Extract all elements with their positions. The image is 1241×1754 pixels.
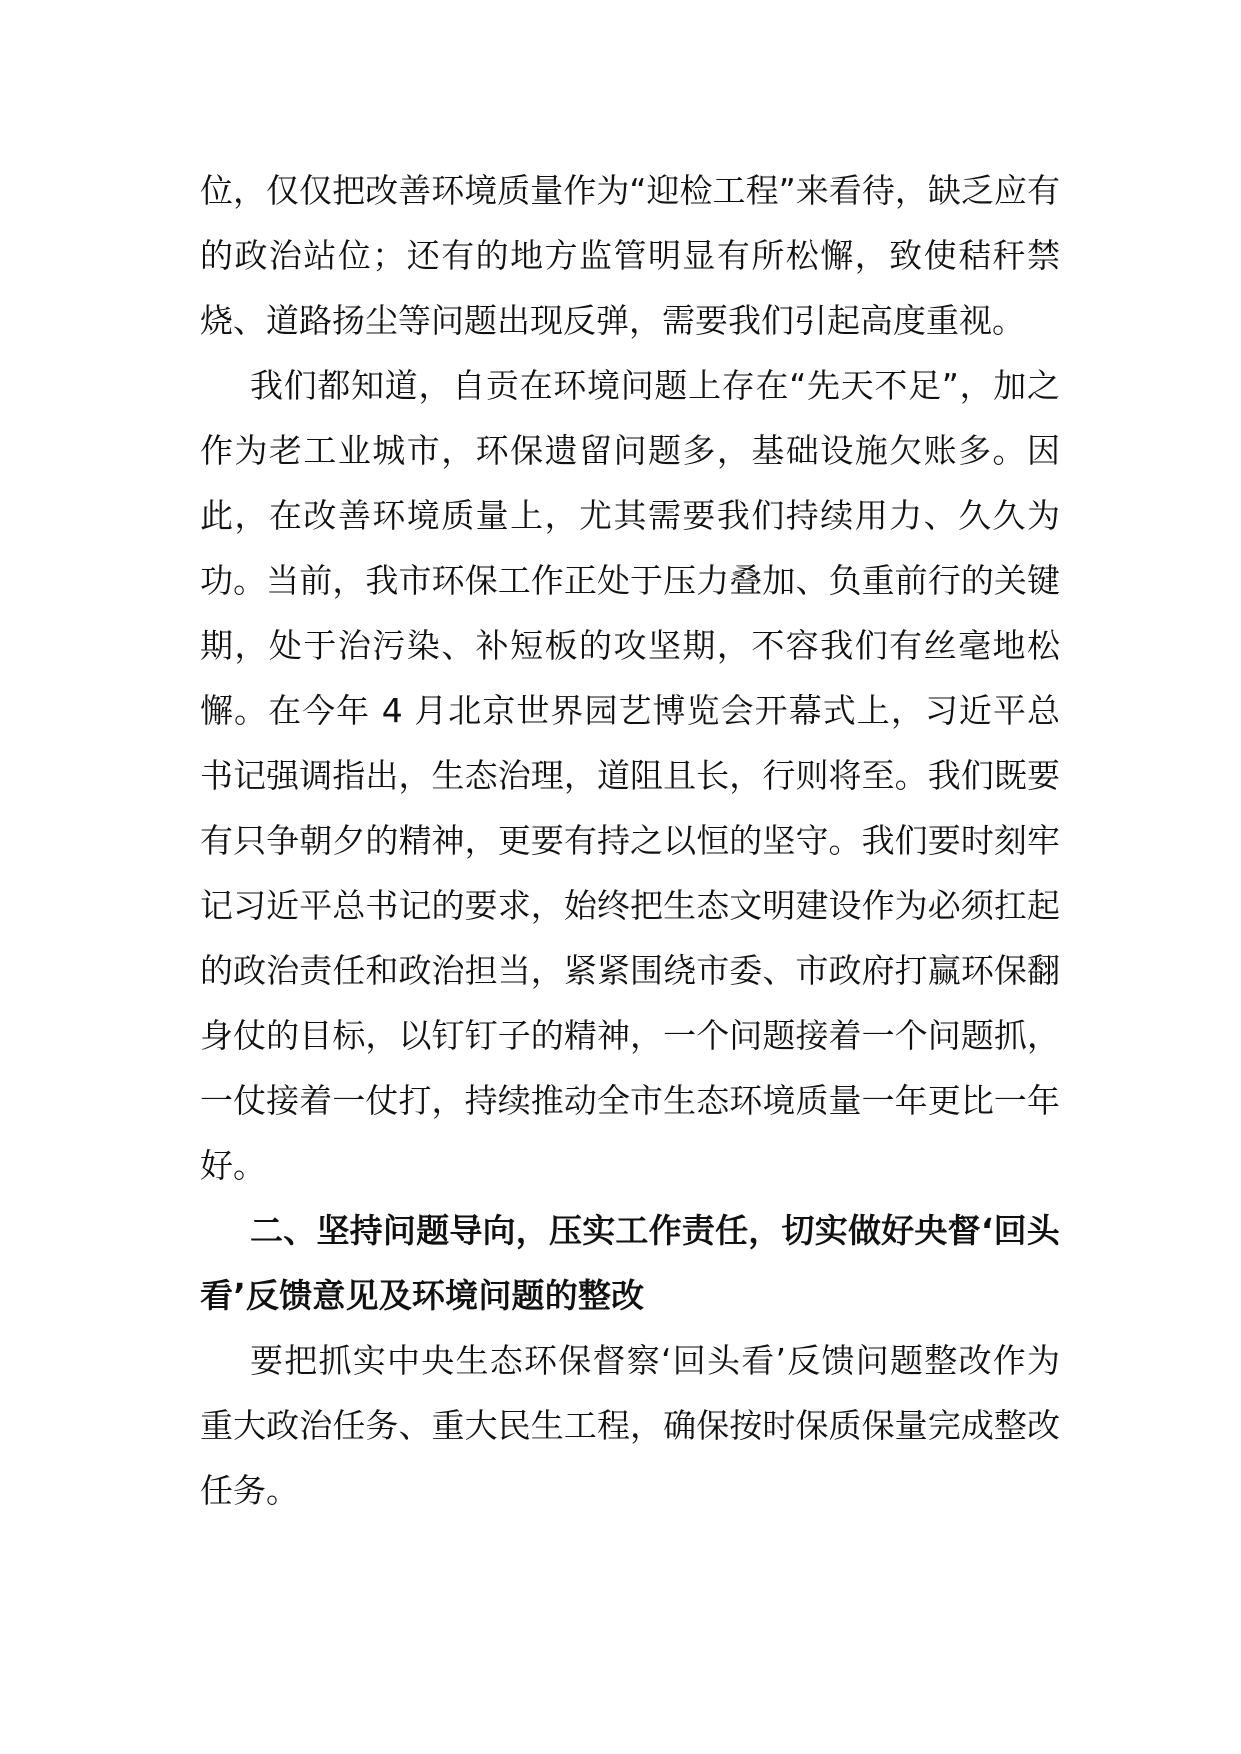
paragraph-environment-issues: 我们都知道，自贡在环境问题上存在“先天不足”，加之作为老工业城市，环保遗留问题多，基础设施欠账多。因此，在改善环境质量上，尤其需要我们持续用力、久久为功。当前，我市环保工作正处于压力叠加、负重前行的关键期，处于治污染、补短板的攻坚期，不容我们有丝毫地松懈。在今年 4 月北京世界园艺博览会开幕式上，习近平总书记强调指出，生态治理，道阻且长，行则将至。我们既要有只争朝夕的精神，更要有持之以恒的坚守。我们要时刻牢记习近平总书记的要求，始终把生态文明建设作为必须扛起的政治责任和政治担当，紧紧围绕市委、市政府打赢环保翻身仗的目标，以钉钉子的精神，一个问题接着一个问题抓，一仗接着一仗打，持续推动全市生态环境质量一年更比一年好。 bbox=[200, 366, 1060, 1185]
paragraph-continuation: 位，仅仅把改善环境质量作为“迎检工程”来看待，缺乏应有的政治站位；还有的地方监管明显有所松懈，致使秸秆禁烧、道路扬尘等问题出现反弹，需要我们引起高度重视。 bbox=[200, 171, 1060, 340]
document-body bbox=[200, 158, 1060, 1523]
section-heading: 二、坚持问题导向，压实工作责任，切实做好央督‘回头看’反馈意见及环境问题的整改 bbox=[200, 1211, 1060, 1315]
paragraph-rectification: 要把抓实中央生态环保督察‘回头看’反馈问题整改作为重大政治任务、重大民生工程，确保按时保质保量完成整改任务。 bbox=[200, 1341, 1060, 1510]
